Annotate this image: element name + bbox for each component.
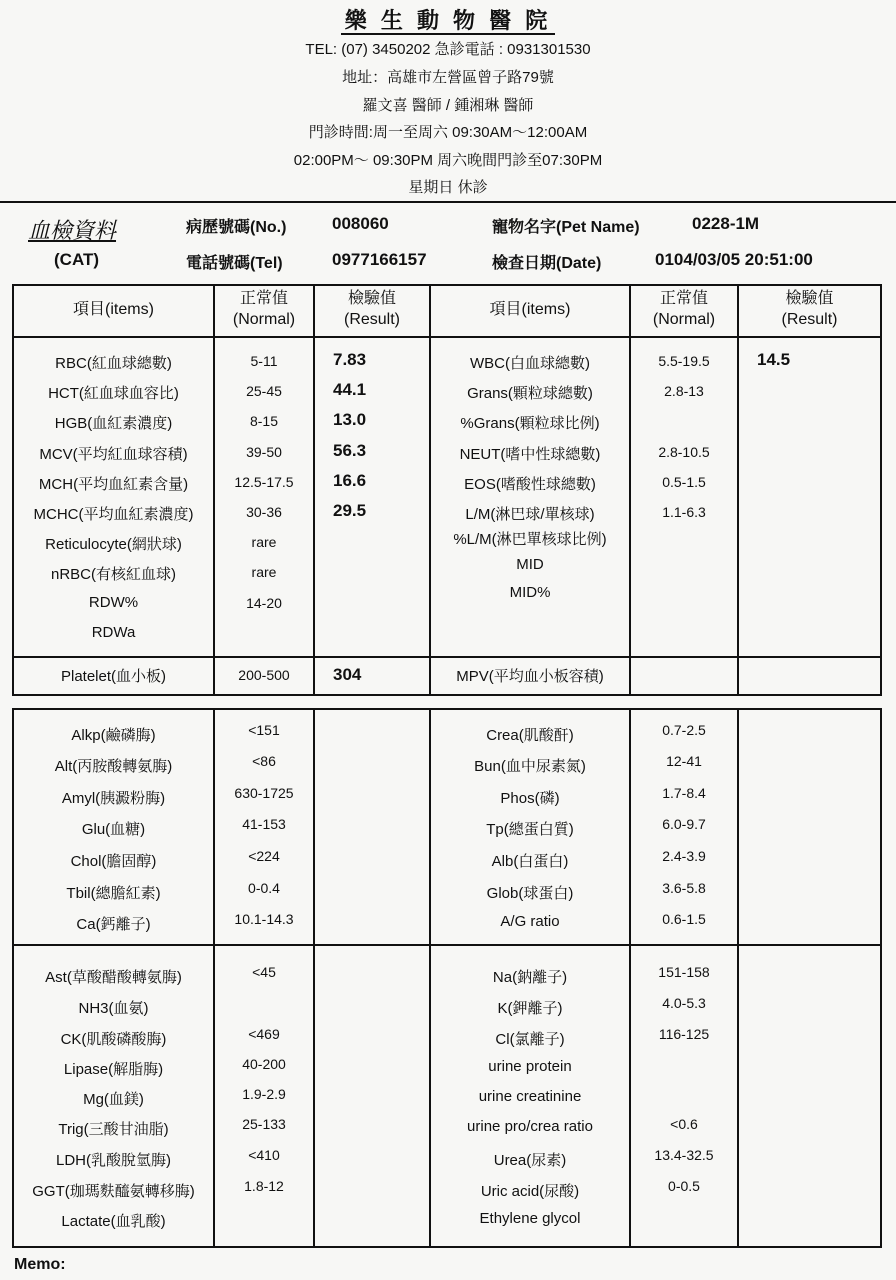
- chem-item: Crea(肌酸酐): [486, 727, 574, 744]
- pet-name: 0228-1M: [692, 214, 760, 233]
- species: (CAT): [54, 250, 99, 269]
- cbc-normal: 25-45: [246, 383, 282, 399]
- clinic-closed: 星期日 休診: [408, 179, 488, 196]
- cbc-result: 13.0: [333, 410, 367, 429]
- column-header-result: 檢驗值: [785, 290, 834, 307]
- cbc-item: HGB(血紅素濃度): [54, 415, 173, 432]
- chem-normal: 3.6-5.8: [662, 880, 706, 896]
- chem-item: Urea(尿素): [493, 1152, 567, 1169]
- chart-no-label: 病歷號碼(No.): [186, 219, 287, 236]
- chem-normal: 1.9-2.9: [242, 1086, 286, 1102]
- chem-item: Alkp(鹼磷脢): [71, 727, 156, 744]
- cbc-item: RDW%: [88, 594, 139, 611]
- chem-item: Glob(球蛋白): [486, 885, 574, 902]
- chem-normal: 12-41: [666, 753, 702, 769]
- chem-normal: 25-133: [242, 1116, 286, 1132]
- cbc-item: NEUT(嗜中性球總數): [459, 446, 601, 463]
- chem-normal: 41-153: [242, 816, 286, 832]
- clinic-hours-1: 門診時間:周一至周六 09:30AM～12:00AM: [308, 124, 588, 141]
- chem-item: LDH(乳酸脫氫脢): [56, 1152, 171, 1169]
- cbc-result: 7.83: [333, 350, 367, 369]
- cbc-normal: 0.5-1.5: [662, 474, 706, 490]
- chem-item: Amyl(胰澱粉脢): [61, 790, 166, 807]
- chem-normal: <0.6: [670, 1116, 698, 1132]
- cbc-normal: 2.8-13: [664, 383, 704, 399]
- cbc-item: RDWa: [91, 624, 136, 641]
- chem-normal: 10.1-14.3: [234, 911, 294, 927]
- column-header-result-en: (Result): [343, 311, 400, 328]
- chem-normal: 0-0.5: [668, 1178, 700, 1194]
- chem-item: Lactate(血乳酸): [61, 1213, 166, 1230]
- chem-normal: <224: [248, 848, 280, 864]
- cbc-item: L/M(淋巴球/單核球): [465, 506, 595, 523]
- cbc-normal: 5.5-19.5: [658, 353, 710, 369]
- chem-item: Lipase(解脂脢): [63, 1061, 164, 1078]
- cbc-item: EOS(嗜酸性球總數): [464, 476, 596, 493]
- cbc-item: RBC(紅血球總數): [55, 355, 172, 372]
- chem-item: Trig(三酸甘油脂): [58, 1121, 169, 1138]
- date-label: 檢查日期(Date): [492, 255, 602, 272]
- cbc-result: 29.5: [333, 501, 367, 520]
- chem-item: Na(鈉離子): [492, 969, 568, 986]
- chem-normal: 2.4-3.9: [662, 848, 706, 864]
- cbc-result: 16.6: [333, 471, 367, 490]
- cbc-normal: 1.1-6.3: [662, 504, 706, 520]
- chem-normal: <45: [252, 964, 276, 980]
- cbc-normal: 12.5-17.5: [234, 474, 294, 490]
- cbc-item: MID: [516, 556, 544, 573]
- chem-item: Phos(磷): [500, 790, 560, 807]
- chem-normal: 13.4-32.5: [654, 1147, 714, 1163]
- chem-item: A/G ratio: [500, 913, 560, 930]
- chem-item: K(鉀離子): [497, 1000, 563, 1017]
- chem-normal: <151: [248, 722, 280, 738]
- chem-item: Ast(草酸醋酸轉氨脢): [45, 969, 182, 986]
- chem-item: Mg(血鎂): [83, 1091, 144, 1108]
- chem-item: NH3(血氨): [78, 1000, 149, 1017]
- chem-item: Cl(氯離子): [495, 1031, 565, 1048]
- chem-item: Chol(膽固醇): [70, 853, 157, 870]
- chem-normal: 0-0.4: [248, 880, 280, 896]
- chem-table: [14, 710, 880, 1246]
- tel-label: 電話號碼(Tel): [186, 255, 283, 272]
- cbc-item: %Grans(顆粒球比例): [460, 415, 600, 432]
- cbc-item: WBC(白血球總數): [470, 355, 590, 372]
- cbc-item: %L/M(淋巴單核球比例): [453, 531, 607, 548]
- cbc-normal: 30-36: [246, 504, 282, 520]
- platelet-normal: 200-500: [238, 667, 290, 683]
- chart-no: 008060: [332, 214, 389, 233]
- column-header-normal-en: (Normal): [652, 311, 716, 328]
- chem-item: Tp(總蛋白質): [486, 821, 574, 838]
- chem-normal: 116-125: [658, 1026, 710, 1042]
- cbc-item: Reticulocyte(網狀球): [45, 536, 182, 553]
- chem-normal: 40-200: [242, 1056, 286, 1072]
- column-header-normal: 正常值: [659, 290, 708, 307]
- platelet-item: Platelet(血小板): [60, 668, 167, 685]
- column-header-result: 檢驗值: [347, 290, 396, 307]
- chem-normal: 151-158: [658, 964, 710, 980]
- chem-item: CK(肌酸磷酸脢): [60, 1031, 167, 1048]
- chem-normal: 1.8-12: [244, 1178, 284, 1194]
- column-header-normal: 正常值: [239, 290, 288, 307]
- cbc-item: MCHC(平均血紅素濃度): [33, 506, 194, 523]
- cbc-normal: 8-15: [249, 413, 279, 429]
- chem-item: Ca(鈣離子): [76, 916, 151, 933]
- column-header-items: 項目(items): [489, 301, 571, 318]
- cbc-normal: 14-20: [246, 595, 282, 611]
- platelet-result: 304: [333, 665, 362, 684]
- cbc-item: HCT(紅血球血容比): [48, 385, 179, 402]
- cbc-normal: rare: [251, 534, 277, 550]
- cbc-item: MCH(平均血紅素含量): [38, 476, 189, 493]
- chem-item: Glu(血糖): [81, 821, 146, 838]
- cbc-normal: 5-11: [250, 353, 278, 369]
- cbc-item: MID%: [509, 584, 551, 601]
- cbc-item: MCV(平均紅血球容積): [39, 446, 188, 463]
- chem-normal: 4.0-5.3: [662, 995, 706, 1011]
- clinic-hours-2: 02:00PM～ 09:30PM 周六晚間門診至07:30PM: [293, 152, 603, 169]
- chem-normal: 6.0-9.7: [662, 816, 706, 832]
- clinic-address: 地址：高雄市左營區曾子路79號: [342, 69, 554, 86]
- chem-normal: 630-1725: [234, 785, 294, 801]
- chem-normal: 0.7-2.5: [662, 722, 706, 738]
- cbc-result: 44.1: [333, 380, 367, 399]
- chem-item: Uric acid(尿酸): [480, 1183, 580, 1200]
- chem-normal: <469: [248, 1026, 280, 1042]
- chem-item: Alb(白蛋白): [491, 853, 569, 870]
- exam-date: 0104/03/05 20:51:00: [655, 250, 813, 269]
- column-header-items: 項目(items): [73, 301, 154, 318]
- chem-normal: 1.7-8.4: [662, 785, 706, 801]
- chem-item: Ethylene glycol: [479, 1210, 581, 1227]
- cbc-normal: rare: [251, 564, 277, 580]
- cbc-item: nRBC(有核紅血球): [50, 566, 176, 583]
- chem-normal: 0.6-1.5: [662, 911, 706, 927]
- chem-item: urine protein: [488, 1058, 572, 1075]
- section-title: 血檢資料: [28, 219, 117, 244]
- header-divider: [0, 201, 896, 203]
- cbc-table: [14, 286, 880, 694]
- chem-normal: <86: [252, 753, 276, 769]
- cbc-result: 56.3: [333, 441, 367, 460]
- cbc-result: 14.5: [757, 350, 791, 369]
- chem-item: Alt(丙胺酸轉氨脢): [54, 758, 173, 775]
- clinic-phone: TEL: (07) 3450202 急診電話 : 0931301530: [305, 41, 591, 58]
- pet-name-label: 寵物名字(Pet Name): [492, 219, 640, 236]
- column-header-normal-en: (Normal): [232, 311, 296, 328]
- memo-label: Memo:: [14, 1256, 66, 1273]
- cbc-normal: 2.8-10.5: [658, 444, 710, 460]
- mpv-item: MPV(平均血小板容積): [456, 668, 604, 685]
- cbc-item: Grans(顆粒球總數): [467, 385, 593, 402]
- chem-item: urine creatinine: [478, 1088, 582, 1105]
- clinic-doctors: 羅文喜 醫師 / 鍾湘琳 醫師: [362, 97, 534, 114]
- tel: 0977166157: [332, 250, 427, 269]
- clinic-name: 樂 生 動 物 醫 院: [0, 4, 896, 35]
- chem-item: GGT(珈瑪麩醯氨轉移脢): [32, 1183, 195, 1200]
- chem-item: urine pro/crea ratio: [467, 1118, 593, 1135]
- cbc-normal: 39-50: [246, 444, 282, 460]
- column-header-result-en: (Result): [781, 311, 838, 328]
- chem-normal: <410: [248, 1147, 280, 1163]
- chem-item: Bun(血中尿素氮): [474, 758, 586, 775]
- chem-item: Tbil(總膽紅素): [66, 885, 161, 902]
